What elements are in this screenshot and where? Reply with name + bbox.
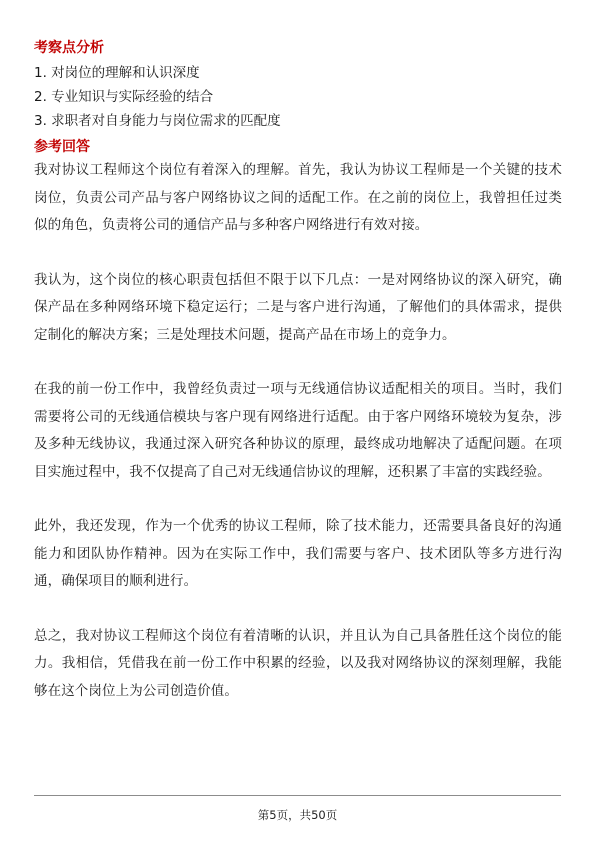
analysis-item: 3. 求职者对自身能力与岗位需求的匹配度 bbox=[34, 113, 281, 129]
answer-paragraph: 此外，我还发现，作为一个优秀的协议工程师，除了技术能力，还需要具备良好的沟通能力和团队协作精神。因为在实际工作中，我们需要与客户、技术团队等多方进行沟通，确保项目的顺利进行。 bbox=[34, 518, 562, 589]
answer-body bbox=[34, 157, 562, 705]
answer-heading: 参考回答 bbox=[34, 139, 90, 155]
analysis-list bbox=[34, 64, 562, 130]
footer-divider bbox=[34, 795, 561, 796]
answer-paragraph: 总之，我对协议工程师这个岗位有着清晰的认识，并且认为自己具备胜任这个岗位的能力。我相信，凭借我在前一份工作中积累的经验，以及我对网络协议的深刻理解，我能够在这个岗位上为公司创造价值。 bbox=[34, 627, 562, 699]
analysis-item: 2. 专业知识与实际经验的结合 bbox=[34, 89, 214, 105]
analysis-item: 1. 对岗位的理解和认识深度 bbox=[34, 65, 200, 81]
page-content bbox=[34, 38, 562, 705]
answer-paragraph: 我对协议工程师这个岗位有着深入的理解。首先，我认为协议工程师是一个关键的技术岗位，负责公司产品与客户网络协议之间的适配工作。在之前的岗位上，我曾担任过类似的角色，负责将公司的通信产品与多种客户网络进行有效对接。 bbox=[34, 162, 562, 233]
analysis-heading: 考察点分析 bbox=[34, 40, 104, 56]
answer-paragraph: 在我的前一份工作中，我曾经负责过一项与无线通信协议适配相关的项目。当时，我们需要将公司的无线通信模块与客户现有网络进行适配。由于客户网络环境较为复杂，涉及多种无线协议，我通过深入研究各种协议的原理，最终成功地解决了适配问题。在项目实施过程中，我不仅提高了自己对无线通信协议的理解，还积累了丰富的实践经验。 bbox=[34, 381, 562, 480]
answer-paragraph: 我认为，这个岗位的核心职责包括但不限于以下几点：一是对网络协议的深入研究，确保产品在多种网络环境下稳定运行；二是与客户进行沟通，了解他们的具体需求，提供定制化的解决方案；三是处理技术问题，提高产品在市场上的竞争力。 bbox=[34, 271, 562, 343]
page-number: 第5页，共50页 bbox=[257, 808, 338, 822]
